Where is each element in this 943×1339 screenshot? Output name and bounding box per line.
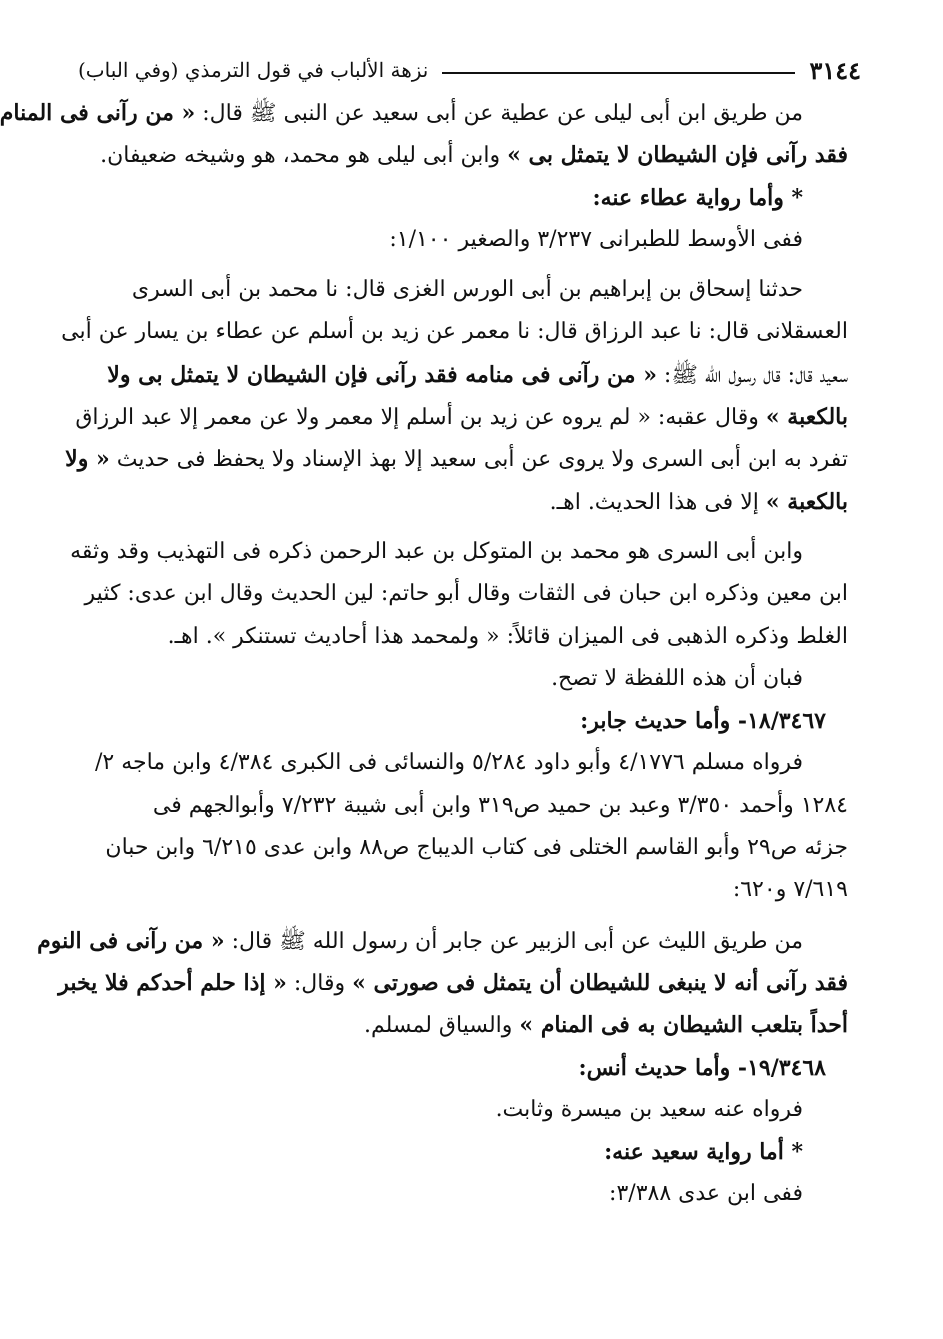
text-segment: من طريق الليث عن أبى الزبير عن جابر أن رسول الله ﷺ قال: xyxy=(224,928,803,954)
bold-text-segment: بالكعبة » xyxy=(765,404,848,431)
text-line xyxy=(80,742,848,784)
text-line xyxy=(80,177,848,219)
text-line xyxy=(80,658,848,700)
text-segment: فرواه مسلم ٤/١٧٧٦ وأبو داود ٥/٢٨٤ والنسائى فى الكبرى ٤/٣٨٤ وابن ماجه ٢/ xyxy=(94,750,803,776)
text-line xyxy=(80,219,848,261)
text-line xyxy=(80,269,848,311)
text-line xyxy=(65,438,848,480)
text-segment: ٧/٦١٩ و٦٢٠: xyxy=(732,877,848,903)
bold-text-segment: * أما رواية سعيد عنه: xyxy=(604,1139,803,1166)
text-line xyxy=(80,354,848,396)
text-line xyxy=(80,785,848,827)
bold-text-segment: « من رآنى فى النوم xyxy=(37,927,225,954)
header-rule xyxy=(442,72,795,74)
bold-text-segment: ١٨/٣٤٦٧- وأما حديث جابر: xyxy=(580,708,826,735)
text-segment: جزئه ص٢٩ وأبو القاسم الختلى فى كتاب الديباج ص٨٨ وابن عدى ٦/٢١٥ وابن حبان xyxy=(105,835,848,861)
text-line xyxy=(80,869,848,911)
text-segment: سعيد قال: قال رسول الله ﷺ: xyxy=(656,362,848,388)
text-line xyxy=(70,531,848,573)
text-line xyxy=(80,827,848,869)
page-number: ٣١٤٤ xyxy=(809,55,861,85)
bold-text-segment: « ولا xyxy=(65,446,110,473)
text-segment: والسياق لمسلم. xyxy=(363,1013,520,1039)
bold-text-segment: « من رآنى فى منامه فقد رآنى فإن الشيطان لا يتمثل بى ولا xyxy=(107,361,657,388)
text-line xyxy=(80,481,848,523)
bold-text-segment: فقد رآنى فإن الشيطان لا يتمثل بى » xyxy=(507,142,848,169)
text-segment: الغلط وذكره الذهبى فى الميزان قائلاً: « ولمحمد هذا أحاديث تستنكر ». اهـ. xyxy=(167,623,848,649)
text-line xyxy=(80,616,848,658)
bold-text-segment: « من رآنى فى المنام xyxy=(0,100,196,126)
text-line xyxy=(37,920,848,962)
text-segment: وقال عقبه: « لم يروه عن زيد بن أسلم إلا معمر ولا عن معمر إلا عبد الرزاق xyxy=(75,405,766,431)
text-line xyxy=(80,1089,848,1131)
text-segment: تفرد به ابن أبى السرى ولا يروى عن أبى سعيد إلا بهذ الإسناد ولا يحفظ فى حديث xyxy=(109,447,848,473)
text-segment: ففى الأوسط للطبرانى ٣/٢٣٧ والصغير ١/١٠٠: xyxy=(389,226,803,252)
text-line xyxy=(80,1131,848,1173)
bold-text-segment: * وأما رواية عطاء عنه: xyxy=(592,184,803,211)
text-line xyxy=(80,1047,848,1089)
bold-text-segment: أحداً بتلعب الشيطان به فى المنام » xyxy=(519,1012,848,1039)
text-segment: حدثنا إسحاق بن إبراهيم بن أبى الورس الغزى قال: نا محمد بن أبى السرى xyxy=(131,277,803,303)
text-segment: العسقلانى قال: نا عبد الرزاق قال: نا معمر عن زيد بن أسلم عن عطاء بن يسار عن أبى xyxy=(61,319,848,345)
text-segment: ابن معين وذكره ابن حبان فى الثقات وقال أبو حاتم: لين الحديث وقال ابن عدى: كثير xyxy=(84,581,848,607)
text-line xyxy=(75,396,848,438)
text-segment: وابن أبى ليلى هو محمد، هو وشيخه ضعيفان. xyxy=(100,143,508,169)
text-line xyxy=(80,573,848,615)
text-line xyxy=(80,1004,848,1046)
running-title: نزهة الألباب في قول الترمذي (وفي الباب) xyxy=(78,58,429,82)
page-header xyxy=(78,50,861,90)
bold-text-segment: ١٩/٣٤٦٨- وأما حديث أنس: xyxy=(578,1054,826,1081)
text-line xyxy=(0,92,848,134)
text-segment: وابن أبى السرى هو محمد بن المتوكل بن عبد الرحمن ذكره فى التهذيب وقد وثقه xyxy=(70,538,803,564)
text-line xyxy=(80,1173,848,1215)
text-segment: ١٢٨٤ وأحمد ٣/٣٥٠ وعبد بن حميد ص٣١٩ وابن أبى شيبة ٧/٢٣٢ وأبوالجهم فى xyxy=(152,792,848,818)
text-line xyxy=(80,700,848,742)
page-body xyxy=(0,92,848,1216)
bold-text-segment: « إذا حلم أحدكم فلا يخبر xyxy=(58,969,287,996)
text-line xyxy=(80,134,848,176)
text-segment: إلا فى هذا الحديث. اهـ. xyxy=(549,489,766,515)
bold-text-segment: بالكعبة » xyxy=(765,488,848,515)
bold-text-segment: فقد رآنى أنه لا ينبغى للشيطان أن يتمثل فى صورتى » xyxy=(352,969,848,996)
text-segment: فبان أن هذه اللفظة لا تصح. xyxy=(551,665,803,691)
text-segment: وقال: xyxy=(286,970,353,996)
text-line xyxy=(58,962,848,1004)
text-segment: فرواه عنه سعيد بن ميسرة وثابت. xyxy=(495,1096,803,1122)
text-segment: ففى ابن عدى ٣/٣٨٨: xyxy=(609,1181,803,1207)
text-segment: من طريق ابن أبى ليلى عن عطية عن أبى سعيد عن النبى ﷺ قال: xyxy=(195,101,803,126)
text-line xyxy=(61,311,848,353)
